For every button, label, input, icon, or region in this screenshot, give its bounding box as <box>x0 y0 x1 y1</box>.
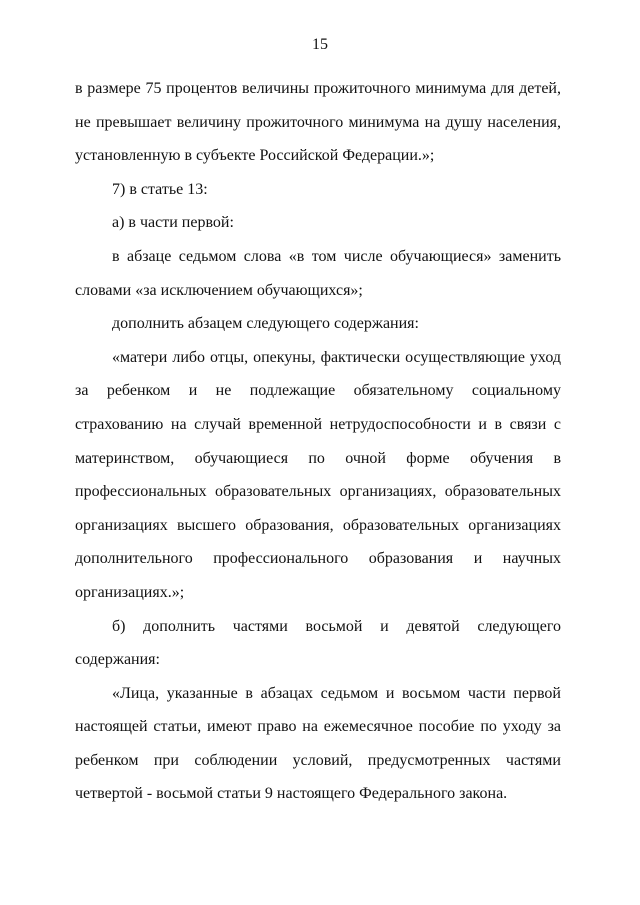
paragraph-add-subparagraph: дополнить абзацем следующего содержания: <box>112 315 419 333</box>
document-body <box>75 72 561 811</box>
paragraph-part-one: а) в части первой: <box>112 214 234 232</box>
paragraph-amount-clause: в размере 75 процентов величины прожиточного минимума для детей, не превышает величину прожиточного минимума на душу населения, установленную в субъекте Российской Федерации.»; <box>75 80 561 165</box>
page-number: 15 <box>312 36 328 53</box>
paragraph-persons-entitled: «Лица, указанные в абзацах седьмом и восьмом части первой настоящей статьи, имеют право на ежемесячное пособие по уходу за ребенком при соблюдении условий, предусмотренных частями четвертой - восьмой статьи 9 настоящего Федерального закона. <box>75 684 561 803</box>
paragraph-article-13: 7) в статье 13: <box>112 180 208 198</box>
paragraph-parts-eight-nine: б) дополнить частями восьмой и девятой следующего содержания: <box>75 617 561 669</box>
paragraph-seventh-subparagraph: в абзаце седьмом слова «в том числе обучающиеся» заменить словами «за исключением обучающихся»; <box>75 247 561 299</box>
paragraph-mothers-fathers: «матери либо отцы, опекуны, фактически осуществляющие уход за ребенком и не подлежащие обязательному социальному страхованию на случай временной нетрудоспособности и в связи с материнством, обучающиеся по очной форме обучения в профессиональных образовательных организациях, образовательных организациях высшего образования, образовательных организациях дополнительного профессионального образования и научных организациях.»; <box>75 348 561 601</box>
